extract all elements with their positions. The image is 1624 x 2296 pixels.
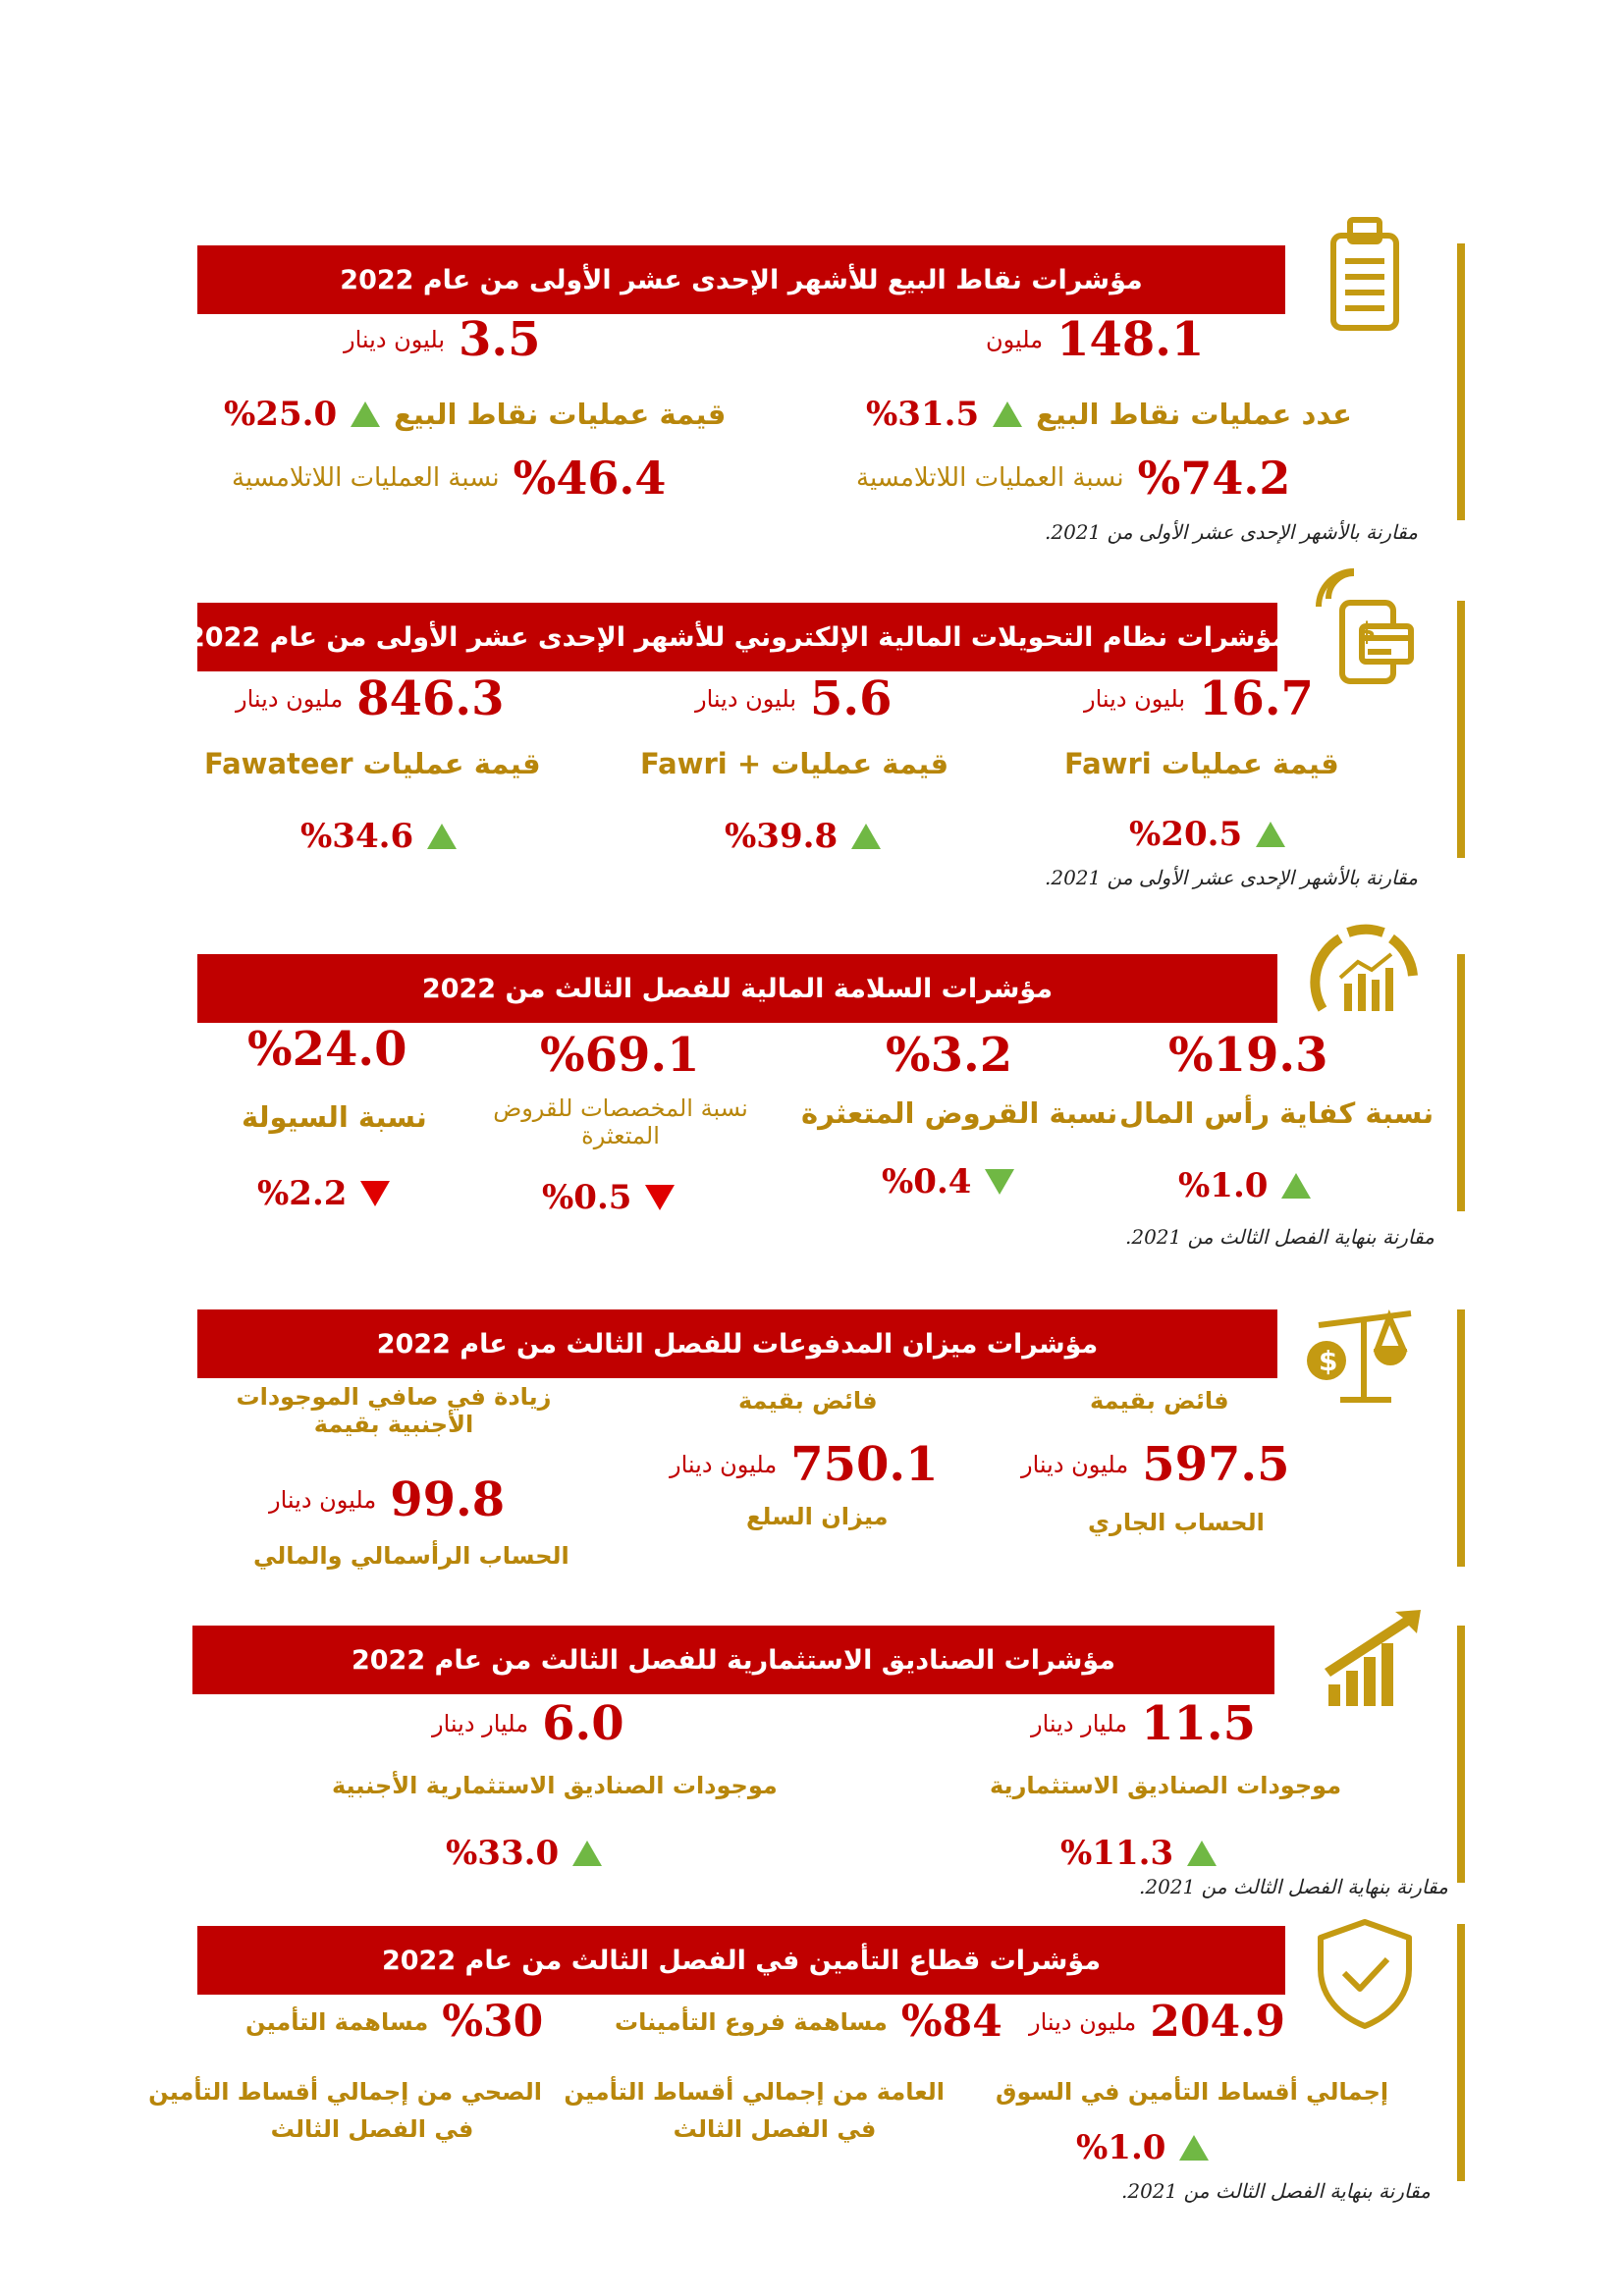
health-label-line2: الصحي من إجمالي أقساط التأمين (148, 2078, 542, 2106)
fawriplus-unit: بليون دينار (695, 685, 797, 713)
health-value: %30 (442, 1997, 544, 2047)
safety-section-title: مؤشرات السلامة المالية للفصل الثالث من 2022 (197, 954, 1277, 1023)
pos-contactless1-label: نسبة العمليات اللاتلامسية (856, 463, 1124, 493)
fa-top-line1: زيادة في صافي الموجودات (236, 1383, 552, 1411)
gauge-chart-icon (1301, 919, 1429, 1037)
ca-top: فائض بقيمة (1090, 1387, 1229, 1415)
up-arrow-icon (1179, 2135, 1209, 2161)
prov-label-line2: المتعثرة (581, 1121, 660, 1149)
dollar-scale-icon (1301, 1292, 1429, 1410)
pos-value-unit: بليون دينار (344, 326, 446, 353)
pos-count-change-row (866, 395, 1352, 434)
funds-foreign-change-row (446, 1834, 602, 1873)
fawateer-label: قيمة عمليات Fawateer (204, 747, 541, 780)
section-divider (1457, 1924, 1465, 2181)
pos-contactless2-label: نسبة العمليات اللاتلامسية (232, 463, 500, 493)
fawriplus-change: %39.8 (725, 817, 839, 856)
pos-count-change: %31.5 (866, 395, 980, 434)
section-divider (1457, 954, 1465, 1211)
fawateer-change: %34.6 (300, 817, 414, 856)
ca-value-row (1021, 1437, 1290, 1492)
down-arrow-icon (985, 1169, 1014, 1195)
up-arrow-icon (1187, 1841, 1217, 1866)
tb-unit: مليون دينار (670, 1451, 778, 1478)
tb-value-row (670, 1437, 939, 1492)
section-divider (1457, 601, 1465, 858)
liq-value: %24.0 (247, 1022, 407, 1077)
car-value: %19.3 (1168, 1028, 1328, 1083)
fawri-value-row (1084, 671, 1314, 726)
funds-foreign-value-row (432, 1696, 624, 1751)
pos-count-label: عدد عمليات نقاط البيع (1036, 398, 1352, 431)
funds-total-label: موجودات الصناديق الاستثمارية (990, 1772, 1342, 1799)
mobile-payment-icon (1301, 569, 1429, 687)
prem-label: إجمالي أقساط التأمين في السوق (996, 2078, 1389, 2106)
fawri-change-row (1129, 815, 1285, 854)
fa-label: الحساب الرأسمالي والمالي (253, 1542, 569, 1570)
liq-label: نسبة السيولة (242, 1100, 427, 1134)
prem-change-row (1076, 2128, 1209, 2167)
fawateer-value: 846.3 (356, 671, 505, 726)
pos-contactless1-row (856, 452, 1290, 505)
pos-contactless2-row (232, 452, 666, 505)
prov-value: %69.1 (540, 1028, 700, 1083)
car-label: نسبة كفاية رأس المال (1119, 1096, 1435, 1130)
liq-change-row (257, 1174, 390, 1213)
funds-total-value: 11.5 (1141, 1696, 1256, 1751)
health-value-row (245, 1997, 543, 2047)
gen-value: %84 (900, 1997, 1002, 2047)
funds-total-value-row (1031, 1696, 1256, 1751)
pos-count-unit: مليون (986, 326, 1044, 353)
gen-label-line3: في الفصل الثالث (673, 2115, 877, 2144)
npl-change: %0.4 (882, 1162, 972, 1201)
pos-contactless1-value: %74.2 (1137, 452, 1291, 505)
ca-value: 597.5 (1142, 1437, 1290, 1492)
up-arrow-icon (1256, 822, 1285, 847)
car-change-row (1178, 1166, 1311, 1205)
up-arrow-icon (572, 1841, 602, 1866)
pos-value-change: %25.0 (224, 395, 338, 434)
tb-top: فائض بقيمة (738, 1387, 878, 1415)
fawri-label: قيمة عمليات Fawri (1064, 747, 1339, 780)
section-divider (1457, 1626, 1465, 1883)
ca-label: الحساب الجاري (1088, 1509, 1265, 1536)
fawateer-value-row (236, 671, 505, 726)
npl-change-row (882, 1162, 1014, 1201)
prov-label (483, 1095, 758, 1149)
pos-comparison-note: مقارنة بالأشهر الإحدى عشر الأولى من 2021. (1045, 520, 1418, 544)
section-divider (1457, 1309, 1465, 1567)
down-arrow-icon (360, 1181, 390, 1206)
prem-value-row (1029, 1997, 1285, 2047)
prem-change: %1.0 (1076, 2128, 1166, 2167)
car-change: %1.0 (1178, 1166, 1269, 1205)
fawri-value: 16.7 (1199, 671, 1314, 726)
prov-label-line1: نسبة المخصصات للقروض (493, 1095, 748, 1122)
shield-check-icon (1301, 1914, 1429, 2032)
ca-unit: مليون دينار (1021, 1451, 1129, 1478)
fawriplus-value-row (695, 671, 893, 726)
safety-comparison-note: مقارنة بنهاية الفصل الثالث من 2021. (1125, 1225, 1435, 1249)
health-label-line3: في الفصل الثالث (270, 2115, 474, 2144)
pos-contactless2-value: %46.4 (513, 452, 667, 505)
tb-value: 750.1 (790, 1437, 939, 1492)
liq-change: %2.2 (257, 1174, 348, 1213)
fa-top-line2: الأجنبية بقيمة (313, 1410, 474, 1438)
prem-unit: مليون دينار (1029, 2007, 1137, 2036)
insurance-section-title: مؤشرات قطاع التأمين في الفصل الثالث من عام 2022 (197, 1926, 1285, 1995)
prem-value: 204.9 (1150, 1997, 1285, 2047)
fawri-change: %20.5 (1129, 815, 1243, 854)
funds-foreign-change: %33.0 (446, 1834, 560, 1873)
funds-foreign-unit: مليار دينار (432, 1710, 529, 1737)
funds-total-change-row (1060, 1834, 1217, 1873)
prov-change-row (542, 1178, 675, 1217)
section-divider (1457, 243, 1465, 520)
funds-foreign-label: موجودات الصناديق الاستثمارية الأجنبية (332, 1772, 778, 1799)
up-arrow-icon (851, 824, 881, 849)
gen-value-row (615, 1997, 1002, 2047)
up-arrow-icon (1281, 1173, 1311, 1199)
pos-value-value: بليون دينار 3.5 (344, 312, 541, 367)
fawri-unit: بليون دينار (1084, 685, 1186, 713)
up-arrow-icon (351, 401, 380, 427)
fawriplus-value: 5.6 (810, 671, 893, 726)
pos-value-change-row (224, 395, 726, 434)
fa-value-row (269, 1472, 505, 1527)
fa-top (232, 1384, 556, 1438)
fawriplus-label: قيمة عمليات + Fawri (640, 747, 949, 780)
gen-label-line1: مساهمة فروع التأمينات (615, 2007, 888, 2036)
transfer-section-title: مؤشرات نظام التحويلات المالية الإلكتروني للأشهر الإحدى عشر الأولى من عام 2022 (197, 603, 1277, 671)
health-label (148, 2073, 542, 2149)
insurance-comparison-note: مقارنة بنهاية الفصل الثالث من 2021. (1121, 2179, 1431, 2203)
gen-label (564, 2073, 945, 2149)
funds-total-unit: مليار دينار (1031, 1710, 1128, 1737)
down-arrow-icon (645, 1185, 675, 1210)
bop-section-title: مؤشرات ميزان المدفوعات للفصل الثالث من عام 2022 (197, 1309, 1277, 1378)
fawriplus-change-row (725, 817, 881, 856)
npl-value: %3.2 (886, 1028, 1013, 1083)
prov-change: %0.5 (542, 1178, 632, 1217)
growth-chart-icon (1301, 1600, 1429, 1718)
health-label-line1: مساهمة التأمين (245, 2007, 429, 2036)
fawateer-change-row (300, 817, 457, 856)
funds-section-title: مؤشرات الصناديق الاستثمارية للفصل الثالث من عام 2022 (192, 1626, 1274, 1694)
transfer-comparison-note: مقارنة بالأشهر الإحدى عشر الأولى من 2021. (1045, 866, 1418, 889)
svg-text:$: $ (1319, 1345, 1338, 1377)
up-arrow-icon (427, 824, 457, 849)
svg-text:$: $ (1358, 617, 1377, 647)
pos-count-value: مليون 148.1 (986, 312, 1205, 367)
up-arrow-icon (993, 401, 1022, 427)
pos-terminal-icon (1301, 214, 1429, 332)
pos-value-label: قيمة عمليات نقاط البيع (394, 398, 727, 431)
fawateer-unit: مليون دينار (236, 685, 344, 713)
funds-foreign-value: 6.0 (542, 1696, 624, 1751)
tb-label: ميزان السلع (746, 1503, 889, 1530)
pos-section-title: مؤشرات نقاط البيع للأشهر الإحدى عشر الأولى من عام 2022 (197, 245, 1285, 314)
funds-total-change: %11.3 (1060, 1834, 1174, 1873)
fa-value: 99.8 (390, 1472, 506, 1527)
gen-label-line2: العامة من إجمالي أقساط التأمين (564, 2078, 945, 2106)
fa-unit: مليون دينار (269, 1486, 377, 1514)
npl-label: نسبة القروض المتعثرة (801, 1096, 1118, 1130)
funds-comparison-note: مقارنة بنهاية الفصل الثالث من 2021. (1139, 1875, 1448, 1898)
